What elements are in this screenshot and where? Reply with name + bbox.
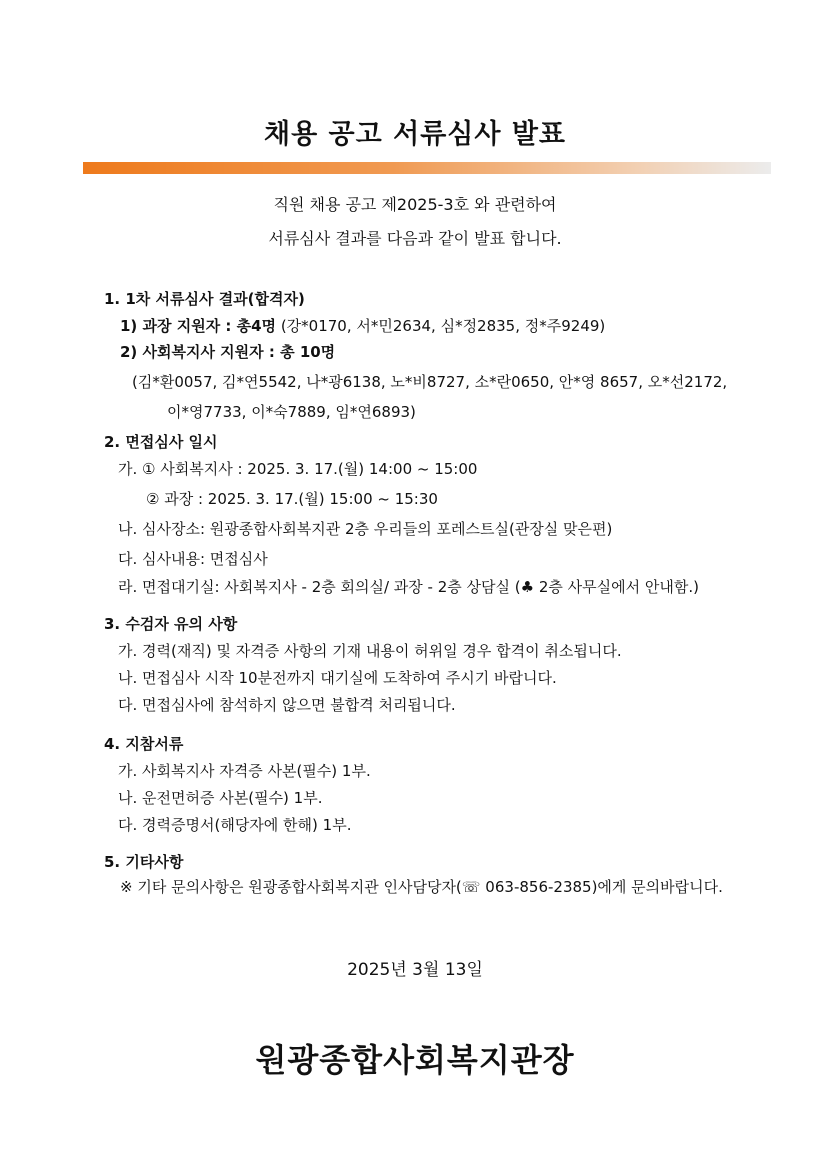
section3-ga: 가. 경력(재직) 및 자격증 사항의 기재 내용이 허위일 경우 합격이 취소됩니다.	[118, 642, 622, 660]
section5-heading: 5. 기타사항	[104, 853, 184, 871]
section1-item1	[120, 315, 605, 336]
section3-na: 나. 면접심사 시작 10분전까지 대기실에 도착하여 주시기 바랍니다.	[118, 669, 557, 687]
announcement-date: 2025년 3월 13일	[347, 960, 483, 980]
section5-note: ※ 기타 문의사항은 원광종합사회복지관 인사담당자(☏ 063-856-2385)에게 문의바랍니다.	[120, 878, 723, 896]
section1-item2-names-line1: (김*환0057, 김*연5542, 나*광6138, 노*비8727, 소*란0650, 안*영 8657, 오*선2172,	[132, 373, 728, 391]
section1-item1-names: (강*0170, 서*민2634, 심*정2835, 정*주9249)	[276, 317, 606, 335]
signature-director: 원광종합사회복지관장	[255, 1041, 575, 1079]
page-title: 채용 공고 서류심사 발표	[263, 119, 567, 150]
section3-heading: 3. 수검자 유의 사항	[104, 615, 238, 633]
section1-item2-label: 2) 사회복지사 지원자 : 총 10명	[120, 343, 336, 361]
section2-da: 다. 심사내용: 면접심사	[118, 550, 268, 568]
title-underline-bar	[83, 162, 771, 174]
section2-ga-2: ② 과장 : 2025. 3. 17.(월) 15:00 ~ 15:30	[146, 490, 438, 508]
section4-na: 나. 운전면허증 사본(필수) 1부.	[118, 789, 323, 807]
section2-na: 나. 심사장소: 원광종합사회복지관 2층 우리들의 포레스트실(관장실 맞은편)	[118, 520, 613, 538]
section2-heading: 2. 면접심사 일시	[104, 433, 218, 451]
section1-item1-label: 1) 과장 지원자 : 총4명	[120, 317, 277, 335]
section2-ga-1: 가. ① 사회복지사 : 2025. 3. 17.(월) 14:00 ~ 15:00	[118, 460, 478, 478]
section1-heading: 1. 1차 서류심사 결과(합격자)	[104, 290, 305, 308]
intro-line-1: 직원 채용 공고 제2025-3호 와 관련하여	[273, 195, 557, 214]
section4-da: 다. 경력증명서(해당자에 한해) 1부.	[118, 816, 352, 834]
section2-ra: 라. 면접대기실: 사회복지사 - 2층 회의실/ 과장 - 2층 상담실 (♣ 2층 사무실에서 안내함.)	[118, 578, 699, 596]
intro-line-2: 서류심사 결과를 다음과 같이 발표 합니다.	[268, 229, 562, 248]
section4-heading: 4. 지참서류	[104, 735, 184, 753]
section4-ga: 가. 사회복지사 자격증 사본(필수) 1부.	[118, 762, 371, 780]
section1-item2-names-line2: 이*영7733, 이*숙7889, 임*연6893)	[167, 403, 416, 421]
section3-da: 다. 면접심사에 참석하지 않으면 불합격 처리됩니다.	[118, 696, 456, 714]
